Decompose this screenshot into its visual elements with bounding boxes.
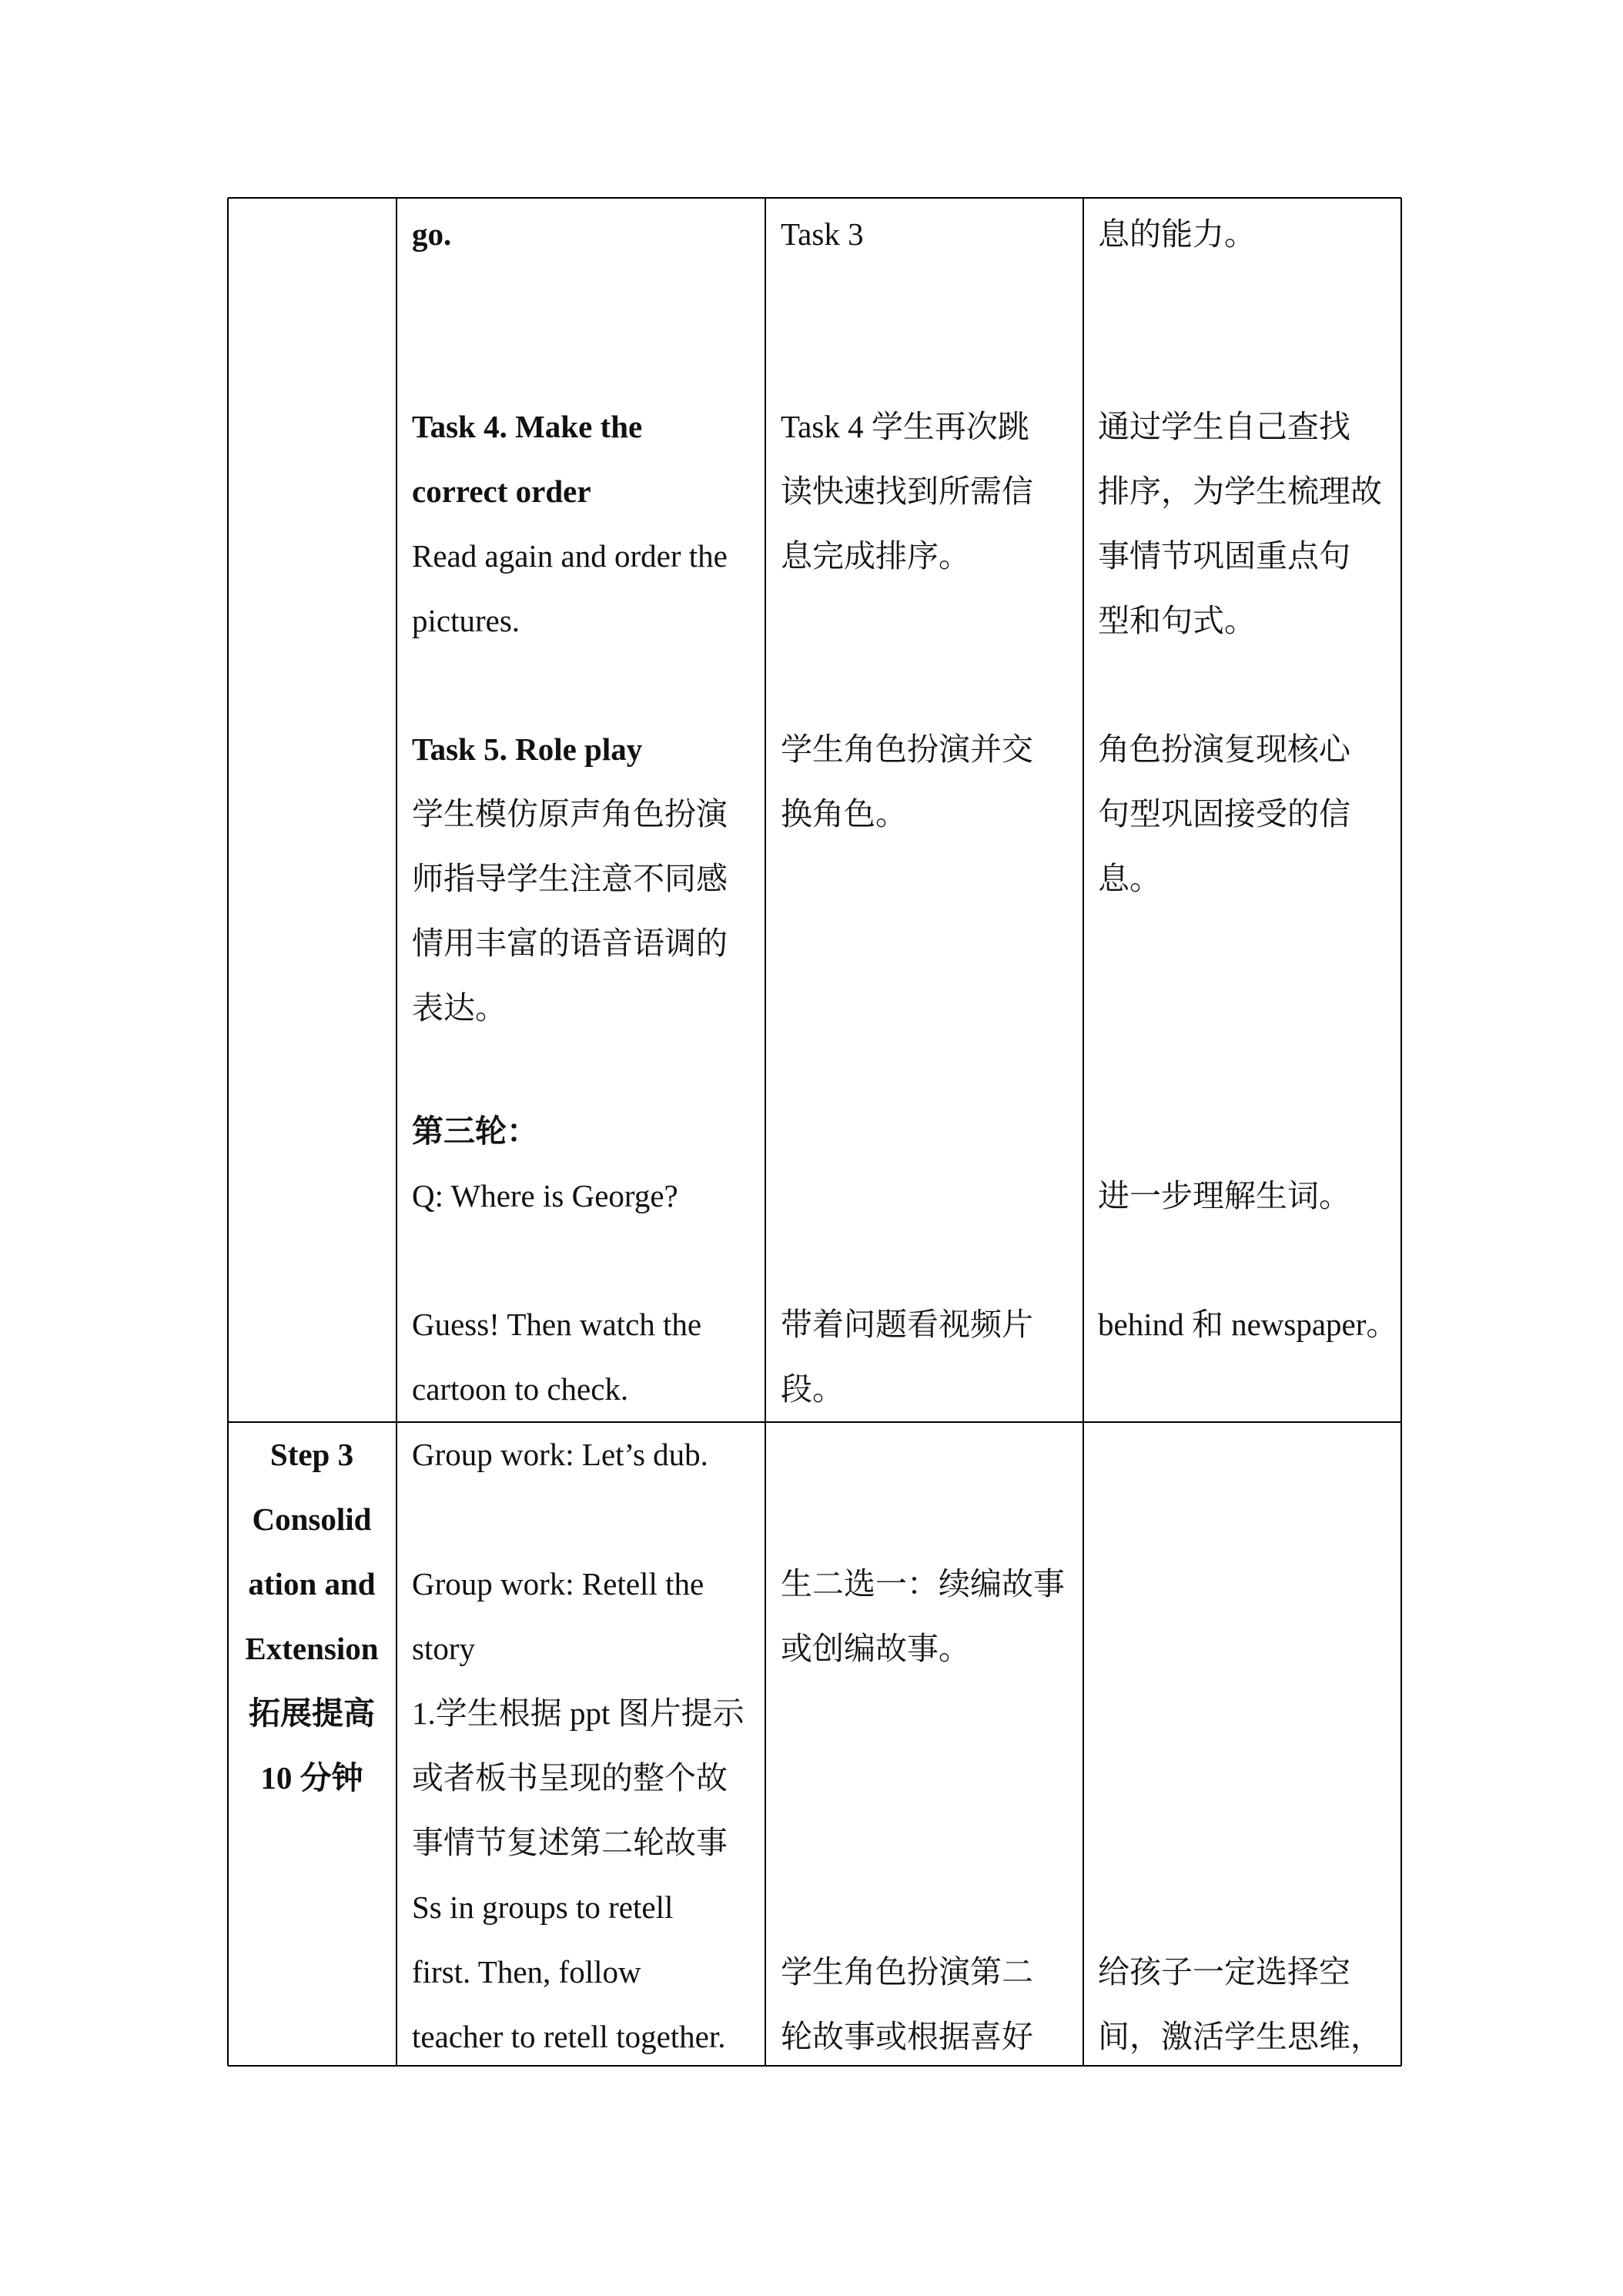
purpose-order-line3: 事情节巩固重点句 [1098, 538, 1350, 574]
student-task3: Task 3 [781, 216, 864, 252]
task5-title: Task 5. Role play [412, 731, 643, 767]
task4-desc-line2: pictures. [412, 603, 520, 638]
activity-en-line1: Ss in groups to retell [412, 1889, 674, 1925]
round3-question: Q: Where is George? [412, 1178, 678, 1213]
activity-step1-line2: 或者板书呈现的整个故 [412, 1760, 728, 1796]
task5-desc-line4: 表达。 [412, 990, 507, 1026]
student-role-line2: 换角色。 [781, 796, 907, 832]
student-role-line1: 学生角色扮演并交 [781, 731, 1033, 767]
task4-title-line2: correct order [412, 474, 591, 509]
activity-step1-line3: 事情节复述第二轮故事 [412, 1825, 728, 1860]
activity-en-line2: first. Then, follow [412, 1954, 641, 1990]
purpose-role-line1: 角色扮演复现核心 [1098, 731, 1350, 767]
task5-desc-line3: 情用丰富的语音语调的 [412, 925, 728, 961]
student-watch-line2: 段。 [781, 1371, 844, 1407]
purpose-order-line1: 通过学生自己查找 [1098, 409, 1350, 444]
purpose-role-line2: 句型巩固接受的信 [1098, 796, 1350, 832]
round3-title: 第三轮： [412, 1113, 538, 1149]
purpose-order-line2: 排序，为学生梳理故 [1098, 474, 1382, 509]
student-task4-line2: 读快速找到所需信 [781, 474, 1033, 509]
purpose-order-line4: 型和句式。 [1098, 603, 1256, 638]
task4-title-line1: Task 4. Make the [412, 409, 643, 444]
student-choose-line1: 生二选一：续编故事 [781, 1566, 1065, 1602]
task5-desc-line2: 师指导学生注意不同感 [412, 861, 728, 896]
student-task4-line3: 息完成排序。 [781, 538, 970, 574]
student-watch-line1: 带着问题看视频片 [781, 1307, 1033, 1342]
purpose-role-line3: 息。 [1098, 861, 1161, 896]
purpose-give-line2: 间，激活学生思维， [1098, 2019, 1382, 2054]
purpose-ability: 息的能力。 [1098, 216, 1256, 252]
guess-line1: Guess! Then watch the [412, 1307, 702, 1342]
activity-en-line3: teacher to retell together. [412, 2019, 726, 2054]
activity-step1-line1: 1.学生根据 ppt 图片提示 [412, 1695, 745, 1731]
activity-go: go. [412, 216, 452, 252]
task5-desc-line1: 学生模仿原声角色扮演 [412, 796, 728, 832]
activity-dub: Group work: Let’s dub. [412, 1437, 708, 1472]
step3-line6: 10 分钟 [260, 1760, 363, 1796]
student-role2-line2: 轮故事或根据喜好 [781, 2019, 1033, 2054]
student-role2-line1: 学生角色扮演第二 [781, 1954, 1033, 1990]
activity-retell-line2: story [412, 1631, 475, 1666]
purpose-give-line1: 给孩子一定选择空 [1098, 1954, 1350, 1990]
step3-line1: Step 3 [269, 1437, 354, 1472]
purpose-words: behind 和 newspaper。 [1098, 1307, 1398, 1342]
step3-line3: ation and [248, 1566, 376, 1602]
task4-desc-line1: Read again and order the [412, 538, 728, 574]
step3-line2: Consolid [252, 1501, 372, 1537]
step3-line4: Extension [245, 1631, 379, 1666]
purpose-vocab: 进一步理解生词。 [1098, 1178, 1350, 1213]
guess-line2: cartoon to check. [412, 1371, 629, 1407]
student-choose-line2: 或创编故事。 [781, 1631, 970, 1666]
activity-retell-line1: Group work: Retell the [412, 1566, 704, 1602]
step3-line5: 拓展提高 [249, 1695, 375, 1731]
student-task4-line1: Task 4 学生再次跳 [781, 409, 1029, 444]
